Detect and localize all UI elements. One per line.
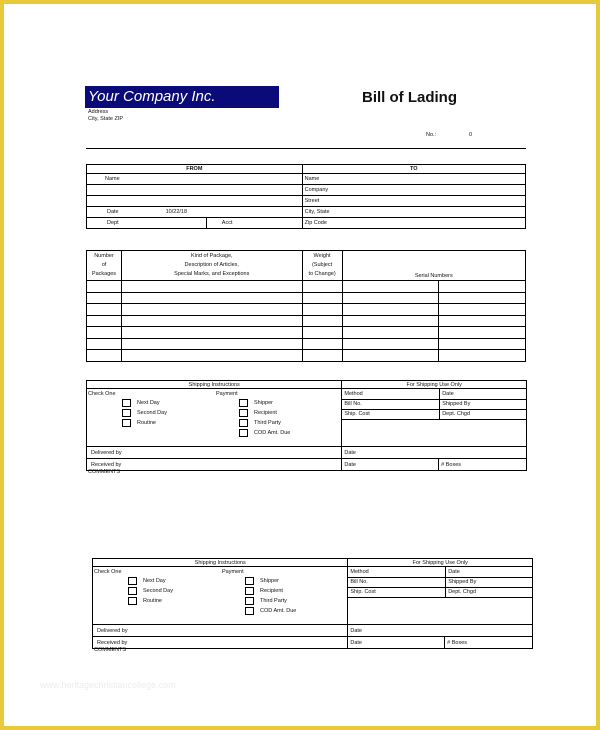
ship-cost-field[interactable]: Ship. Cost bbox=[348, 587, 445, 597]
shipped-by-field[interactable]: Shipped By bbox=[440, 399, 526, 409]
shipper-label: Shipper bbox=[260, 578, 279, 584]
check-one-label: Check One bbox=[88, 391, 116, 397]
third-party-label: Third Party bbox=[254, 420, 281, 426]
payment-label: Payment bbox=[222, 569, 244, 575]
delivered-by-field[interactable]: Delivered by bbox=[93, 625, 348, 637]
shipping-use-header: For Shipping Use Only bbox=[348, 559, 533, 567]
routine-label: Routine bbox=[137, 420, 156, 426]
col-description: Kind of Package, Description of Articles, Special Marks, and Exceptions bbox=[121, 251, 302, 281]
table-row[interactable] bbox=[87, 350, 526, 362]
from-to-table bbox=[86, 164, 526, 229]
dept-chgd-field[interactable]: Dept. Chgd bbox=[440, 409, 526, 419]
shipping-use-header: For Shipping Use Only bbox=[342, 381, 527, 389]
header-rule bbox=[86, 148, 526, 149]
doc-no-value: 0 bbox=[469, 132, 473, 138]
date-value: 10/22/18 bbox=[165, 209, 188, 215]
recipient-checkbox[interactable] bbox=[245, 587, 254, 595]
col-number-of-packages: Number of Packages bbox=[87, 251, 122, 281]
shipping-use-cell bbox=[342, 389, 527, 447]
to-name-label[interactable]: Name bbox=[302, 174, 525, 185]
delivered-date-field[interactable]: Date bbox=[348, 625, 533, 637]
shipping-use-cell bbox=[348, 567, 533, 625]
received-date-field[interactable]: Date bbox=[348, 637, 445, 649]
doc-no-label: No.: bbox=[426, 132, 437, 138]
from-blank-row[interactable] bbox=[87, 196, 303, 207]
second-day-label: Second Day bbox=[137, 410, 167, 416]
watermark: www.heritagechristiancollege.com bbox=[40, 680, 176, 690]
col-weight: Weight (Subject to Change) bbox=[302, 251, 342, 281]
next-day-checkbox[interactable] bbox=[122, 399, 131, 407]
comments-label: COMMENTS bbox=[88, 469, 121, 475]
next-day-checkbox[interactable] bbox=[128, 577, 137, 585]
received-date-field[interactable]: Date bbox=[342, 459, 439, 471]
table-row[interactable] bbox=[87, 281, 526, 293]
bill-no-field[interactable]: Bill No. bbox=[348, 577, 445, 587]
shipped-by-field[interactable]: Shipped By bbox=[446, 577, 532, 587]
routine-checkbox[interactable] bbox=[122, 419, 131, 427]
cod-checkbox[interactable] bbox=[245, 607, 254, 615]
second-day-checkbox[interactable] bbox=[122, 409, 131, 417]
boxes-field[interactable]: # Boxes bbox=[439, 459, 527, 471]
method-field[interactable]: Method bbox=[348, 567, 445, 577]
company-city: City, State ZIP bbox=[88, 116, 124, 122]
routine-label: Routine bbox=[143, 598, 162, 604]
from-header: FROM bbox=[87, 165, 303, 174]
shipping-instructions-header: Shipping Instructions bbox=[87, 381, 342, 389]
dept-label[interactable]: Dept bbox=[87, 218, 207, 229]
to-header: TO bbox=[302, 165, 525, 174]
third-party-checkbox[interactable] bbox=[239, 419, 248, 427]
received-by-field[interactable]: Received by bbox=[87, 459, 342, 471]
table-row[interactable] bbox=[87, 292, 526, 304]
from-name-label[interactable]: Name bbox=[87, 174, 303, 185]
boxes-field[interactable]: # Boxes bbox=[445, 637, 533, 649]
shipping-instructions-header: Shipping Instructions bbox=[93, 559, 348, 567]
check-one-label: Check One bbox=[94, 569, 122, 575]
document-page bbox=[4, 4, 596, 726]
bill-no-field[interactable]: Bill No. bbox=[342, 399, 439, 409]
date-field[interactable]: Date bbox=[446, 567, 532, 577]
shipping-table bbox=[86, 380, 527, 471]
from-blank-row[interactable] bbox=[87, 185, 303, 196]
comments-label: COMMENTS bbox=[94, 647, 127, 653]
date-label: Date bbox=[107, 209, 119, 215]
company-address: Address bbox=[88, 109, 109, 115]
recipient-label: Recipient bbox=[254, 410, 277, 416]
shipping-section-2 bbox=[92, 558, 533, 649]
delivered-date-field[interactable]: Date bbox=[342, 447, 527, 459]
shipping-table bbox=[92, 558, 533, 649]
method-field[interactable]: Method bbox=[342, 389, 439, 399]
shipping-options-cell bbox=[93, 567, 348, 625]
shipping-options-cell bbox=[87, 389, 342, 447]
to-street-label[interactable]: Street bbox=[302, 196, 525, 207]
table-row[interactable] bbox=[87, 315, 526, 327]
dept-chgd-field[interactable]: Dept. Chgd bbox=[446, 587, 532, 597]
from-date-field[interactable] bbox=[87, 207, 303, 218]
received-by-field[interactable]: Received by bbox=[93, 637, 348, 649]
table-row[interactable] bbox=[87, 327, 526, 339]
recipient-label: Recipient bbox=[260, 588, 283, 594]
shipper-checkbox[interactable] bbox=[245, 577, 254, 585]
second-day-checkbox[interactable] bbox=[128, 587, 137, 595]
to-city-label[interactable]: City, State bbox=[302, 207, 525, 218]
cod-checkbox[interactable] bbox=[239, 429, 248, 437]
table-row[interactable] bbox=[87, 304, 526, 316]
page-title: Bill of Lading bbox=[362, 89, 457, 106]
third-party-label: Third Party bbox=[260, 598, 287, 604]
recipient-checkbox[interactable] bbox=[239, 409, 248, 417]
shipping-section-1 bbox=[86, 380, 527, 471]
second-day-label: Second Day bbox=[143, 588, 173, 594]
next-day-label: Next Day bbox=[137, 400, 160, 406]
next-day-label: Next Day bbox=[143, 578, 166, 584]
to-company-label[interactable]: Company bbox=[302, 185, 525, 196]
company-logo: Your Company Inc. bbox=[85, 86, 279, 108]
items-table bbox=[86, 250, 526, 362]
date-field[interactable]: Date bbox=[440, 389, 526, 399]
payment-label: Payment bbox=[216, 391, 238, 397]
cod-label: COD Amt. Due bbox=[260, 608, 297, 614]
cod-label: COD Amt. Due bbox=[254, 430, 291, 436]
to-zip-label[interactable]: Zip Code bbox=[302, 218, 525, 229]
ship-cost-field[interactable]: Ship. Cost bbox=[342, 409, 439, 419]
routine-checkbox[interactable] bbox=[128, 597, 137, 605]
table-row[interactable] bbox=[87, 338, 526, 350]
delivered-by-field[interactable]: Delivered by bbox=[87, 447, 342, 459]
acct-label[interactable]: Acct bbox=[206, 218, 302, 229]
third-party-checkbox[interactable] bbox=[245, 597, 254, 605]
shipper-label: Shipper bbox=[254, 400, 273, 406]
col-serial-numbers: Serial Numbers bbox=[342, 251, 525, 281]
shipper-checkbox[interactable] bbox=[239, 399, 248, 407]
